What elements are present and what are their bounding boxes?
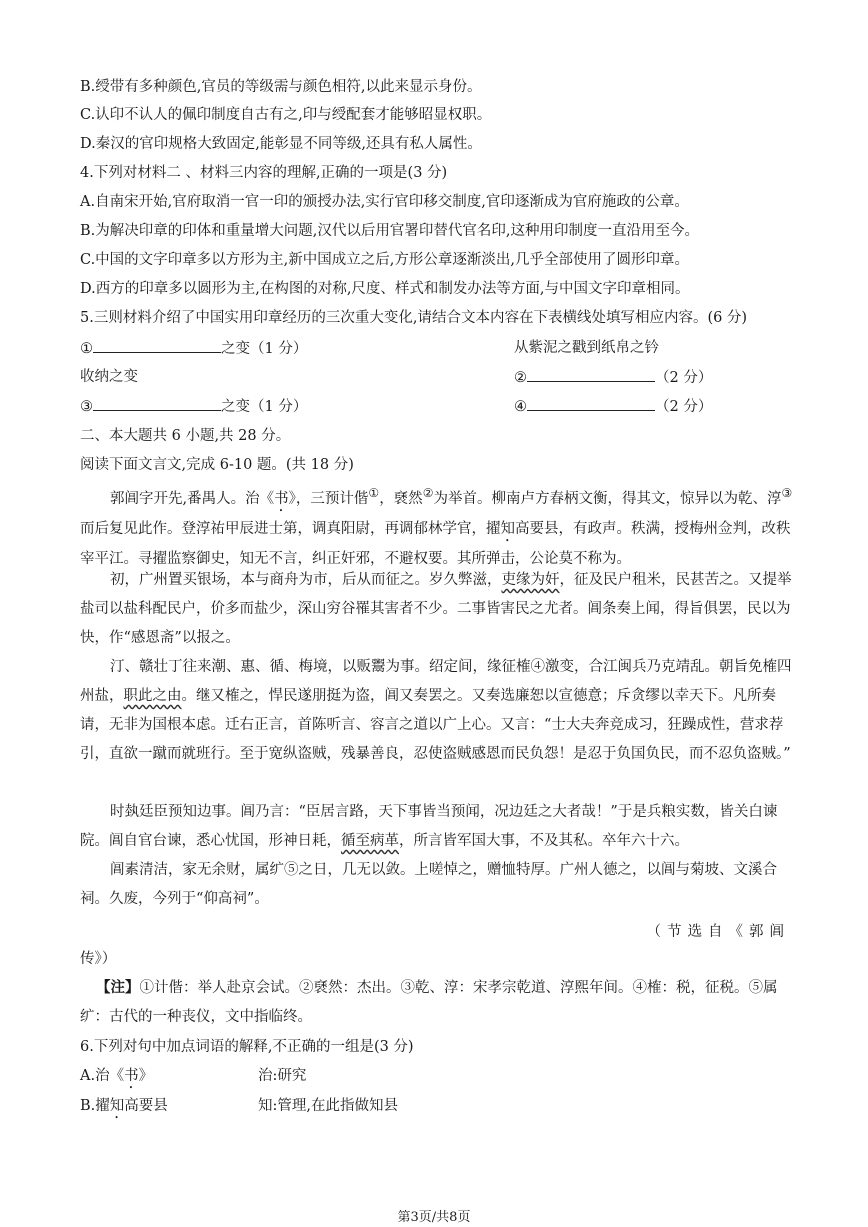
p1-text-g: 。 [616,550,631,566]
q4-stem: 4.下列对材料二 、材料三内容的理解,正确的一项是(3 分) [80,165,448,181]
p1-text-c: ，褎然 [379,490,423,507]
passage-paragraph-2 [80,566,796,653]
p4-text-a: 时埶廷臣预知边事。阊乃言：“臣居言路，天下事皆当预闻，况边廷之大者哉！”于是兵粮实数，皆关白谏院。阊自官台谏，悉心忧国，形神日耗， [80,804,778,849]
q6-a-dotted: 《书》 [109,1068,154,1084]
p1-text-e: 而后复见此作。登淳祐甲辰进士第，调真阳尉，再调郁林学官，擢 [80,520,501,537]
q3-option-b: B.绶带有多种颜色,官员的等级需与颜色相符,以此来显示身份。 [80,79,482,95]
answer-blank-2[interactable] [527,367,655,382]
passage-paragraph-4 [80,798,796,856]
p4-text-b: ，所言皆军国大事，不及其私。卒年六十六。 [399,833,689,849]
p3-text-a: 汀、赣壮丁往来潮、惠、循、梅境，以贩鬻为事。绍定间，缘征榷④激变，合江闽兵乃克靖乱。朝旨免榷四州盐， [80,659,792,704]
q6-option-a [80,1066,806,1092]
note-label: 【注】 [96,979,140,996]
note-ref-1: ① [368,486,380,500]
q5-row2-right-number: ② [514,370,527,386]
q5-row3-right [514,396,712,417]
answer-blank-4[interactable] [527,396,655,411]
q6-option-b [80,1096,806,1122]
passage-paragraph-3 [80,653,796,798]
page-footer: 第3页/共8页 [397,1210,471,1225]
q4-option-c: C.中国的文字印章多以方形为主,新中国成立之后,方形公章逐渐淡出,几乎全部使用了圆形印章。 [80,252,690,268]
p2-text-a: 初，广州置买银场，本与商舟为市，后从而征之。岁久弊滋， [110,572,502,588]
q4-option-b: B.为解决印章的印体和重量增大问题,汉代以后用官署印替代官名印,这种用印制度一直沿用至今。 [80,223,699,239]
p1-text-f: 高要县，有政声。秩满，授梅州佥判，改秩宰平江。寻擢监察御史，知无不言，纠正奸邪，不避权要。其所弹击， [80,520,791,566]
p3-wavy-phrase: 职此之由 [123,688,182,704]
q5-stem: 5.三则材料介绍了中国实用印章经历的三次重大变化,请结合文本内容在下表横线处填写相应内容。(6 分) [80,310,748,326]
note-text: ①计偕：举人赴京会试。②褎然：杰出。③乾、淳：宋孝宗乾道、淳熙年间。④榷：税，征税。⑤属纩：古代的一种丧仪，文中指临终。 [80,980,778,1025]
q5-row-3 [80,396,806,417]
p2-text-b: ，征及民户租米，民甚苦之。又提举盐司以盐科配民户，价多而盐少，深山穷谷罹其害者不少。二事皆害民之尤者。阊条奏上闻，得旨俱罢，民以为快，作“感恩斋”以报之。 [80,572,792,646]
q6-b-suffix: 高要县 [124,1098,168,1114]
p1-dotted-book: 《书》 [259,490,296,507]
q6-stem: 6.下列对句中加点词语的解释,不正确的一组是(3 分) [80,1039,414,1055]
section-2-heading: 二、本大题共 6 小题,共 28 分。 [80,428,291,444]
q3-option-d: D.秦汉的官印规格大致固定,能彰显不同等级,还具有私人属性。 [80,136,482,152]
p3-text-b: 。继又榷之，悍民遂朋挺为盗，阊又奏罢之。又奏选廉恕以宣德意；斥贪缪以幸天下。凡所奏请，无非为国根本虑。迁右正言，首陈听言、容言之道以广上心。又言：“士大夫奔竞成习，狂躁成性，营求荐引，直欲一蹴而就班行。至于宽纵盗贼，残暴善良，忍使盗贼感恩而民负怨！是忍于负国负民，而不忍负盗贼。” [80,688,791,762]
q5-row1-right: 从紫泥之戳到纸帛之钤 [514,340,659,356]
answer-blank-1[interactable] [93,338,221,353]
passage-paragraph-1 [80,479,796,566]
passage-paragraph-5: 阊素清洁，家无余财，属纩⑤之日，几无以敛。上嗟悼之，赠恤特厚。广州人德之，以阊与菊坡、文溪合祠。久废，今列于“仰高祠”。 [80,862,777,907]
p2-wavy-phrase: 吏缘为奸 [501,572,560,588]
q6-a-prefix: A.治 [80,1068,110,1084]
p1-text-d: 为举首。柳南卢方春柄文衡，得其文，惊异以为乾、淳 [433,490,782,507]
note-ref-2: ② [422,486,434,500]
q5-row-2 [80,367,806,387]
q6-b-dotted: 知 [109,1098,125,1114]
p4-wavy-phrase: 循至病革 [341,833,399,849]
q5-row3-right-number: ④ [514,399,527,415]
q5-row3-left-suffix: 之变（1 分） [221,399,308,415]
q5-row2-right [514,367,712,388]
q3-option-c: C.认印不认人的佩印制度自古有之,印与绶配套才能够昭显权职。 [80,107,492,123]
q5-row2-left: 收纳之变 [80,369,138,385]
passage-source: （节选自《郭阊 [646,924,790,940]
p1-text-b: ，三预计偕 [295,490,369,507]
answer-blank-3[interactable] [93,396,221,411]
q5-row3-right-suffix: （2 分） [655,399,713,415]
q4-option-a: A.自南宋开始,官府取消一官一印的颁授办法,实行官印移交制度,官印逐渐成为官府施政的公章。 [80,194,689,210]
p1-text-a: 郭阊字开先,番禺人。治 [110,490,260,507]
q5-row1-left-suffix: 之变（1 分） [221,341,308,357]
q5-row1-left-number: ① [80,341,93,357]
q5-row3-left-number: ③ [80,399,93,415]
passage-source-end: 传》） [80,951,117,967]
q5-row-1 [80,338,806,359]
q6-a-explanation: 治:研究 [258,1068,307,1084]
p1-dotted-zhi: 知 [500,520,515,537]
q4-option-d: D.西方的印章多以圆形为主,在构图的对称,尺度、样式和制发办法等方面,与中国文字印章相同。 [80,281,690,297]
q5-row2-right-suffix: （2 分） [655,370,713,386]
q6-b-explanation: 知:管理,在此指做知县 [258,1098,398,1114]
note-ref-3: ③ [781,486,793,500]
reading-instruction: 阅读下面文言文,完成 6-10 题。(共 18 分) [80,457,354,473]
p1-underlined-phrase: 公论莫不称为 [529,550,617,566]
annotation-note [80,973,796,1031]
q6-b-prefix: B.擢 [80,1098,110,1114]
